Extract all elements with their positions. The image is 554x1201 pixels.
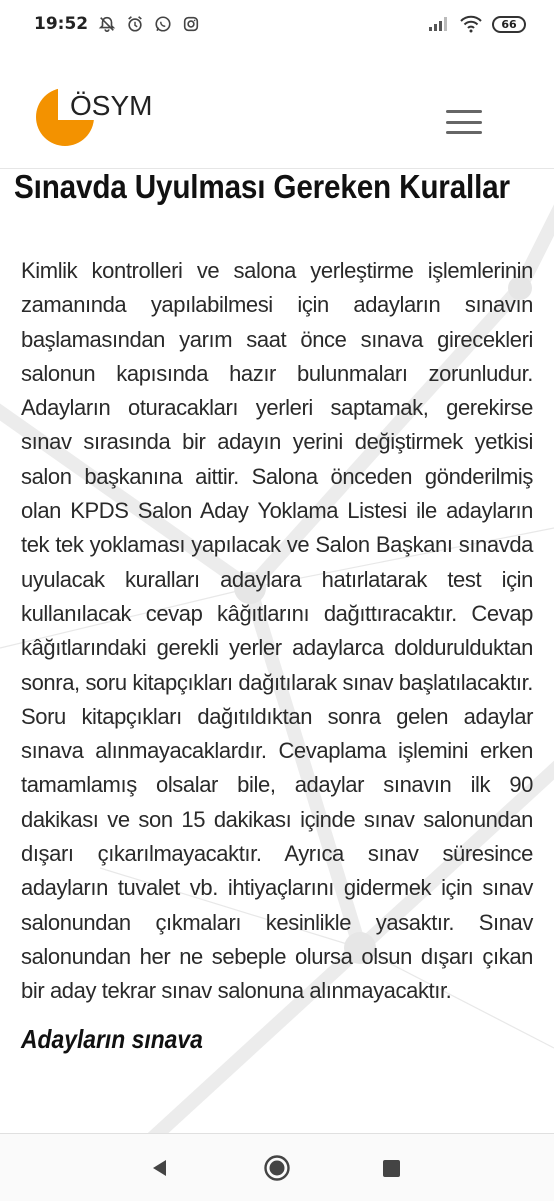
instagram-icon	[182, 15, 200, 33]
hamburger-line	[446, 131, 482, 134]
whatsapp-icon	[154, 15, 172, 33]
status-bar	[0, 0, 554, 48]
section-subheading: Adayların sınava	[21, 1024, 203, 1054]
clock: 19:52	[34, 14, 89, 34]
hamburger-menu-icon[interactable]	[446, 110, 482, 134]
back-icon[interactable]	[150, 1158, 168, 1178]
logo-text: ÖSYM	[70, 90, 153, 121]
recents-icon[interactable]	[383, 1160, 400, 1177]
muted-notifications-icon	[98, 15, 116, 33]
battery-icon: 66	[492, 16, 526, 33]
navigation-bar	[0, 1133, 554, 1201]
status-bar-left	[34, 14, 200, 34]
home-icon[interactable]	[263, 1154, 291, 1182]
hamburger-line	[446, 121, 482, 124]
signal-icon	[428, 16, 450, 32]
article-body: Kimlik kontrolleri ve salona yerleştirme işlemlerinin zamanında yapılabilmesi için adayların sınavın başlamasından yarım saat önce sınava girecekleri salonun kapısında hazır bulunmaları zorunludur. Adayların oturacakları yerleri saptamak, gerekirse sınav sırasında bir adayın yerini değiştirmek yetkisi salon başkanına aittir. Salona önceden gönderilmiş olan KPDS Salon Aday Yoklama Listesi ile adayların tek tek yoklaması yapılacak ve Salon Başkanı sınavda uyulacak kuralları adaylara hatırlatarak test için kullanılacak cevap kâğıtlarını dağıttıracaktır. Cevap kâğıtlarındaki gerekli yerler adaylarca doldurulduktan sonra, soru kitapçıkları dağıtılarak sınav başlatılacaktır. Soru kitapçıkları dağıtıldıktan sonra gelen adaylar sınava alınmayacaklardır. Cevaplama işlemini erken tamamlamış olsalar bile, adaylar sınavın ilk 90 dakikası ve son 15 dakikası içinde sınav salonundan dışarı çıkarılmayacaktır. Ayrıca sınav süresince adayların tuvalet vb. ihtiyaçlarını gidermek için sınav salonundan çıkmaları kesinlikle yasaktır. Sınav salonundan her ne sebeple olursa olsun dışarı çıkan bir aday tekrar sınav salonuna alınmayacaktır.	[21, 258, 533, 1004]
page-title: Sınavda Uyulması Gereken Kurallar	[14, 168, 510, 205]
alarm-icon	[126, 15, 144, 33]
osym-logo[interactable]	[36, 88, 176, 154]
wifi-icon	[460, 15, 482, 33]
site-header	[0, 48, 554, 169]
hamburger-line	[446, 110, 482, 113]
status-bar-right	[428, 15, 526, 33]
